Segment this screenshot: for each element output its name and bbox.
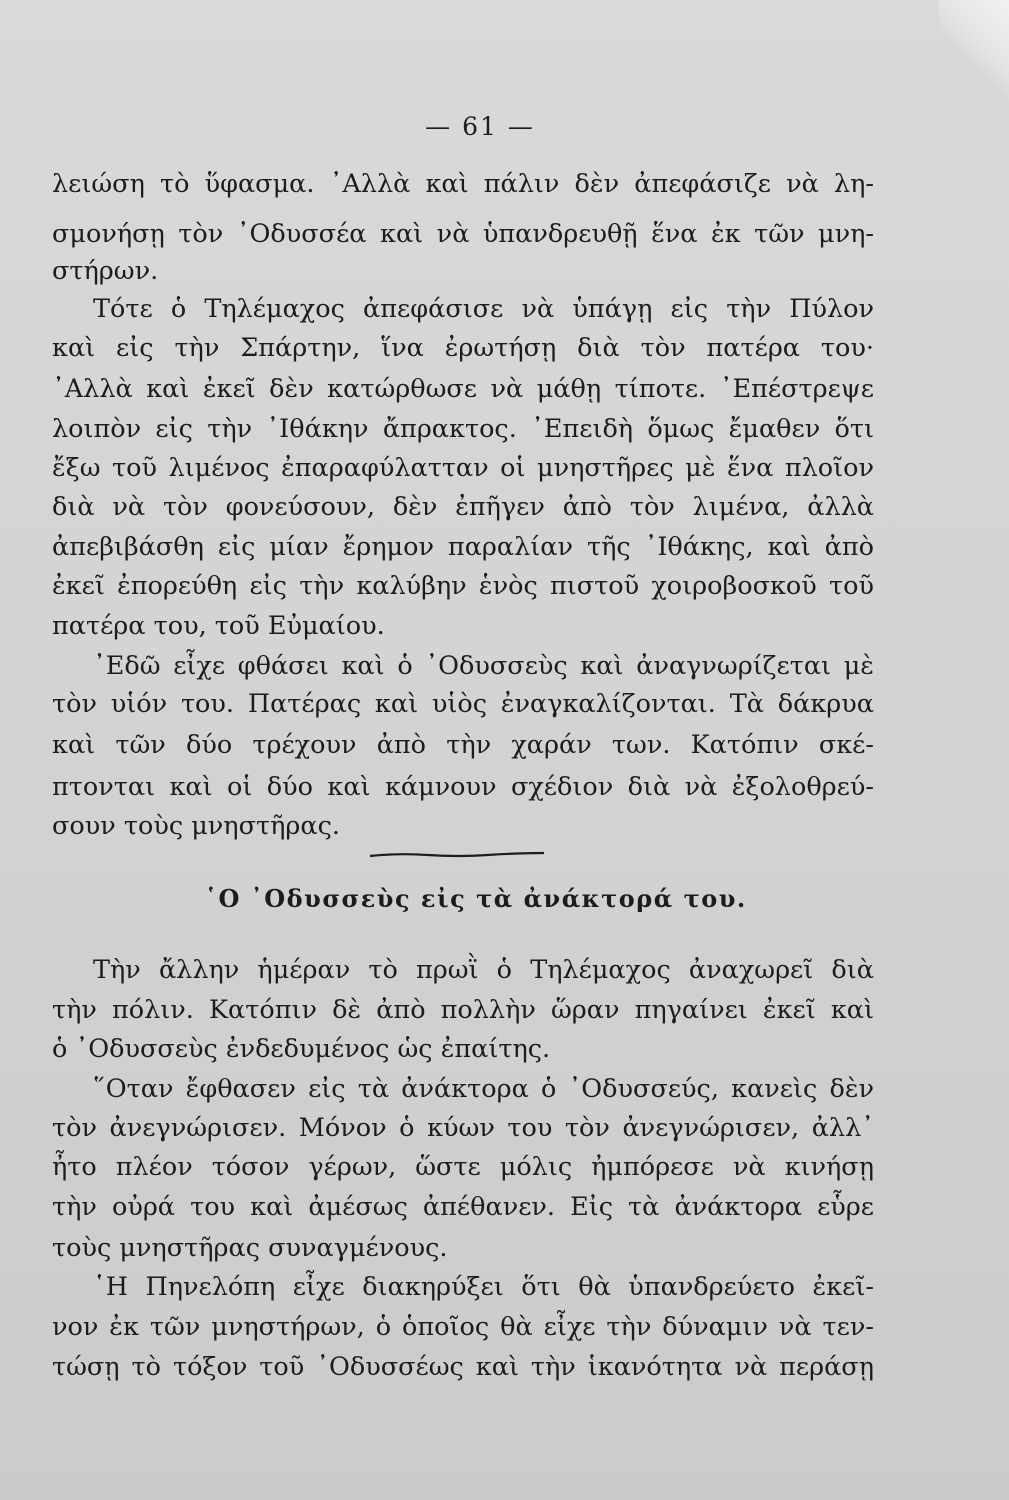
text-line: τοὺς μνηστῆρας συναγμένους. xyxy=(52,1233,448,1263)
text-line: Τότε ὁ Τηλέμαχος ἀπεφάσισε νὰ ὑπάγῃ εἰς τὴν Πύλον xyxy=(93,294,874,324)
text-line: ἐκεῖ ἐπορεύθη εἰς τὴν καλύβην ἑνὸς πιστοῦ χοιροβοσκοῦ τοῦ xyxy=(52,571,874,601)
text-line: τώσῃ τὸ τόξον τοῦ ᾿Οδυσσέως καὶ τὴν ἱκανότητα νὰ περάσῃ xyxy=(52,1352,874,1382)
text-line: ῞Οταν ἔφθασεν εἰς τὰ ἀνάκτορα ὁ ᾿Οδυσσεύς, κανεὶς δὲν xyxy=(93,1074,874,1104)
text-line: στήρων. xyxy=(52,256,159,286)
text-line: τὴν πόλιν. Κατόπιν δὲ ἀπὸ πολλὴν ὥραν πηγαίνει ἐκεῖ καὶ xyxy=(52,995,874,1025)
text-line: σουν τοὺς μνηστῆρας. xyxy=(52,811,340,841)
text-line: λοιπὸν εἰς τὴν ᾿Ιθάκην ἄπρακτος. ᾿Επειδὴ ὅμως ἔμαθεν ὅτι xyxy=(52,414,874,444)
page-corner-fold xyxy=(939,0,1009,100)
text-line: λειώση τὸ ὕφασμα. ᾿Αλλὰ καὶ πάλιν δὲν ἀπεφάσιζε νὰ λη- xyxy=(52,169,874,199)
text-line: ῾Η Πηνελόπη εἶχε διακηρύξει ὅτι θὰ ὑπανδρεύετο ἐκεῖ- xyxy=(93,1272,874,1302)
text-line: ἦτο πλέον τόσον γέρων, ὥστε μόλις ἠμπόρεσε νὰ κινήσῃ xyxy=(52,1152,874,1182)
text-line: πατέρα του, τοῦ Εὐμαίου. xyxy=(52,611,385,641)
text-line: διὰ νὰ τὸν φονεύσουν, δὲν ἐπῆγεν ἀπὸ τὸν λιμένα, ἀλλὰ xyxy=(52,492,874,522)
text-line: ᾿Αλλὰ καὶ ἐκεῖ δὲν κατώρθωσε νὰ μάθῃ τίποτε. ᾿Επέστρεψε xyxy=(52,374,874,404)
page-number: — 61 — xyxy=(425,112,535,141)
text-line: τὸν ἀνεγνώρισεν. Μόνον ὁ κύων του τὸν ἀνεγνώρισεν, ἀλλ᾿ xyxy=(52,1113,874,1143)
text-line: ἔξω τοῦ λιμένος ἐπαραφύλατταν οἱ μνηστῆρες μὲ ἕνα πλοῖον xyxy=(52,453,874,483)
text-line: τὴν οὐρά του καὶ ἀμέσως ἀπέθανεν. Εἰς τὰ ἀνάκτορα εὗρε xyxy=(52,1192,874,1222)
text-line: καὶ τῶν δύο τρέχουν ἀπὸ τὴν χαράν των. Κατόπιν σκέ- xyxy=(52,730,874,760)
section-divider xyxy=(368,851,546,859)
text-line: τὸν υἱόν του. Πατέρας καὶ υἱὸς ἐναγκαλίζονται. Τὰ δάκρυα xyxy=(52,689,874,719)
text-line: σμονήσῃ τὸν ᾿Οδυσσέα καὶ νὰ ὑπανδρευθῇ ἕνα ἐκ τῶν μνη- xyxy=(52,219,874,249)
text-line: ὁ ᾿Οδυσσεὺς ἐνδεδυμένος ὡς ἐπαίτης. xyxy=(52,1034,551,1064)
text-line: καὶ εἰς τὴν Σπάρτην, ἵνα ἐρωτήσῃ διὰ τὸν πατέρα του· xyxy=(52,333,874,363)
text-line: πτονται καὶ οἱ δύο καὶ κάμνουν σχέδιον διὰ νὰ ἐξολοθρεύ- xyxy=(52,772,874,802)
text-line: Τὴν ἄλλην ἡμέραν τὸ πρωῒ ὁ Τηλέμαχος ἀναχωρεῖ διὰ xyxy=(93,955,874,985)
text-line: νον ἐκ τῶν μνηστήρων, ὁ ὁποῖος θὰ εἶχε τὴν δύναμιν νὰ τεν- xyxy=(52,1312,874,1342)
text-line: ᾿Εδῶ εἶχε φθάσει καὶ ὁ ᾿Οδυσσεὺς καὶ ἀναγνωρίζεται μὲ xyxy=(93,651,874,681)
section-heading: ῾Ο ᾿Οδυσσεὺς εἰς τὰ ἀνάκτορά του. xyxy=(205,884,747,913)
text-line: ἀπεβιβάσθη εἰς μίαν ἔρημον παραλίαν τῆς ᾿Ιθάκης, καὶ ἀπὸ xyxy=(52,532,874,562)
